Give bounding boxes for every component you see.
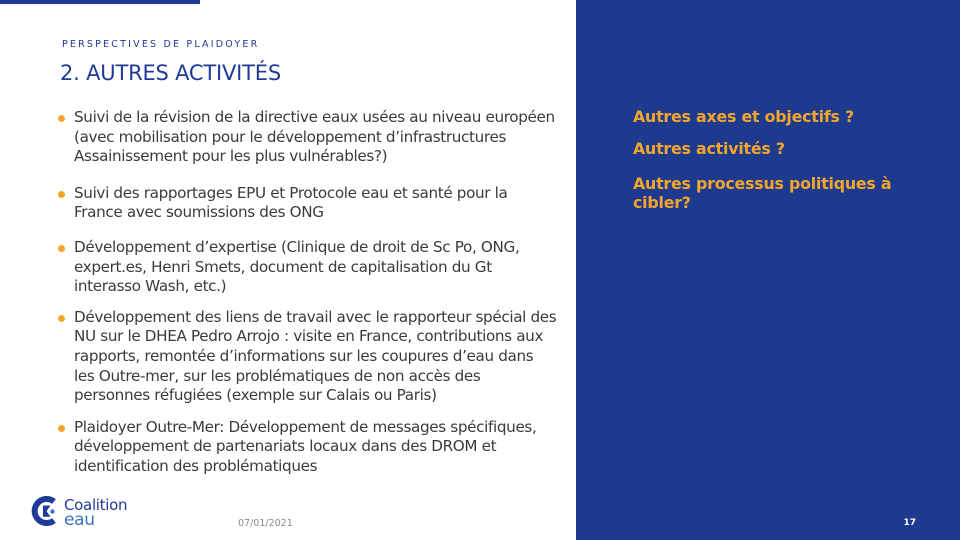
- bullet-dot-icon: [58, 115, 65, 122]
- bullet-text: Développement d’expertise (Clinique de droit de Sc Po, ONG, expert.es, Henri Smets, document de capitalisation du Gt interasso Wash, etc.): [74, 237, 520, 296]
- question-objectives: Autres axes et objectifs ?: [633, 107, 855, 126]
- page-number: 17: [903, 518, 916, 528]
- bullet-item: [58, 308, 558, 406]
- bullet-dot-icon: [58, 425, 65, 432]
- top-accent-bar: [0, 0, 200, 4]
- bullet-text: Suivi de la révision de la directive eaux usées au niveau européen (avec mobilisation pour le développement d’infrastructures Assainissement pour les plus vulnérables?): [74, 108, 555, 166]
- bullet-item: [58, 184, 558, 223]
- question-activities: Autres activités ?: [633, 139, 785, 158]
- questions-panel: [576, 0, 960, 540]
- slide-title: 2. AUTRES ACTIVITÉS: [60, 61, 282, 85]
- question-political-processes: Autres processus politiques à cibler?: [633, 174, 892, 212]
- logo-text-coalition: Coalition: [64, 496, 128, 514]
- bullet-text: Plaidoyer Outre-Mer: Développement de messages spécifiques, développement de partenariats locaux dans des DROM et identification des problématiques: [74, 417, 537, 475]
- coalition-eau-logo-icon: [31, 495, 63, 527]
- bullet-text: Développement des liens de travail avec le rapporteur spécial des NU sur le DHEA Pedro Arrojo : visite en France, contributions aux rapports, remontée d’informations sur les coupures d’eau dans les Outre-mer, sur les problématiques de non accès des personnes réfugiées (exemple sur Calais ou Paris): [74, 307, 557, 405]
- bullet-dot-icon: [58, 315, 65, 322]
- footer-date: 07/01/2021: [238, 518, 293, 529]
- coalition-eau-logo: [31, 495, 146, 531]
- section-kicker: PERSPECTIVES DE PLAIDOYER: [62, 39, 260, 50]
- bullet-item: [58, 108, 558, 167]
- bullet-text: Suivi des rapportages EPU et Protocole eau et santé pour la France avec soumissions des ONG: [74, 183, 508, 222]
- bullet-dot-icon: [58, 191, 65, 198]
- activity-bullet-list: [58, 108, 558, 477]
- bullet-dot-icon: [58, 245, 65, 252]
- bullet-item: [58, 238, 558, 297]
- logo-text-eau: eau: [64, 510, 95, 530]
- bullet-item: [58, 418, 558, 477]
